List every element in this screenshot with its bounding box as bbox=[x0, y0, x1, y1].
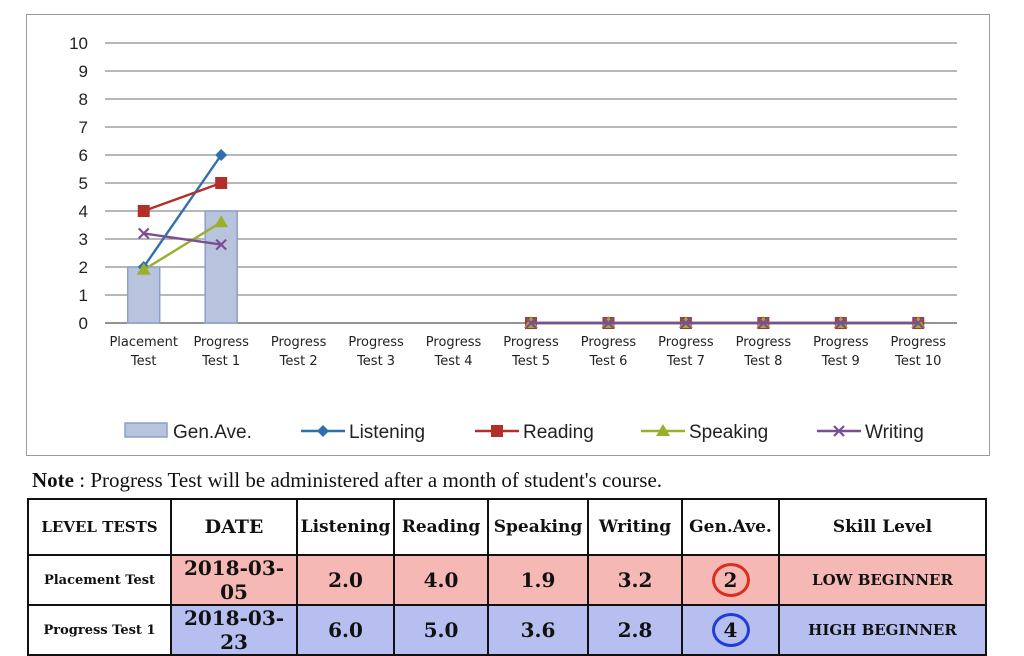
y-tick-label: 10 bbox=[69, 34, 88, 53]
x-tick-label: Progress bbox=[425, 335, 482, 350]
legend-swatch-gen-ave- bbox=[125, 423, 167, 437]
y-tick-label: 6 bbox=[78, 146, 88, 165]
x-tick-label: Placement bbox=[109, 335, 179, 350]
x-tick-label: Test 1 bbox=[202, 354, 241, 369]
row-date: 2018-03-23 bbox=[171, 605, 297, 655]
legend-label-writing: Writing bbox=[865, 422, 924, 443]
header-skill-level: Skill Level bbox=[779, 499, 986, 555]
gen-ave-circle: 2 bbox=[712, 563, 750, 597]
x-tick-label: Progress bbox=[890, 335, 947, 350]
point-reading bbox=[138, 205, 150, 217]
header-reading: Reading bbox=[394, 499, 488, 555]
row-listening: 6.0 bbox=[297, 605, 394, 655]
x-tick-label: Progress bbox=[503, 335, 559, 350]
x-tick-label: Progress bbox=[735, 335, 792, 350]
x-tick-label: Test 8 bbox=[744, 354, 783, 369]
legend-label-listening: Listening bbox=[349, 422, 426, 443]
note-label: Note bbox=[32, 468, 74, 492]
x-tick-label: Test 3 bbox=[357, 354, 396, 369]
y-tick-label: 4 bbox=[78, 202, 88, 221]
x-tick-label: Test 6 bbox=[589, 354, 628, 369]
header-listening: Listening bbox=[297, 499, 394, 555]
x-tick-label: Test 4 bbox=[434, 354, 473, 369]
x-tick-label: Progress bbox=[270, 335, 327, 350]
legend-marker-reading bbox=[491, 425, 503, 437]
row-writing: 3.2 bbox=[588, 555, 682, 605]
y-tick-label: 5 bbox=[78, 174, 88, 193]
header-date: DATE bbox=[171, 499, 297, 555]
header-writing: Writing bbox=[588, 499, 682, 555]
note-text bbox=[32, 468, 662, 493]
row-gen-ave bbox=[682, 555, 779, 605]
row-reading: 4.0 bbox=[394, 555, 488, 605]
row-level: Progress Test 1 bbox=[28, 605, 171, 655]
x-tick-label: Test 2 bbox=[279, 354, 318, 369]
table-row bbox=[28, 555, 986, 605]
y-tick-label: 2 bbox=[78, 258, 88, 277]
x-tick-label: Test bbox=[130, 354, 157, 369]
row-speaking: 1.9 bbox=[488, 555, 588, 605]
y-tick-label: 3 bbox=[78, 230, 88, 249]
score-table bbox=[27, 498, 987, 656]
x-tick-label: Test 5 bbox=[511, 354, 551, 369]
header-level-tests: LEVEL TESTS bbox=[28, 499, 171, 555]
legend-label-reading: Reading bbox=[523, 422, 594, 443]
x-tick-label: Progress bbox=[348, 335, 404, 350]
chart-panel bbox=[26, 14, 990, 456]
x-tick-label: Progress bbox=[658, 335, 714, 350]
progress-chart bbox=[27, 15, 989, 455]
legend-marker-listening bbox=[317, 425, 329, 437]
point-reading bbox=[215, 177, 227, 189]
y-tick-label: 7 bbox=[78, 118, 88, 137]
header-speaking: Speaking bbox=[488, 499, 588, 555]
y-tick-label: 1 bbox=[78, 286, 88, 305]
row-speaking: 3.6 bbox=[488, 605, 588, 655]
legend-label-speaking: Speaking bbox=[689, 422, 769, 443]
y-tick-label: 9 bbox=[78, 62, 88, 81]
gen-ave-circle: 4 bbox=[712, 613, 750, 647]
legend-label-gen-ave-: Gen.Ave. bbox=[173, 422, 252, 443]
x-tick-label: Test 9 bbox=[821, 354, 860, 369]
row-reading: 5.0 bbox=[394, 605, 488, 655]
row-gen-ave bbox=[682, 605, 779, 655]
x-tick-label: Test 7 bbox=[666, 354, 705, 369]
line-reading bbox=[144, 183, 221, 211]
header-gen-ave: Gen.Ave. bbox=[682, 499, 779, 555]
note-body: : Progress Test will be administered after a month of student's course. bbox=[73, 468, 663, 492]
bar-gen-ave bbox=[128, 267, 160, 323]
x-tick-label: Progress bbox=[580, 335, 637, 350]
table-row bbox=[28, 605, 986, 655]
row-writing: 2.8 bbox=[588, 605, 682, 655]
y-tick-label: 8 bbox=[78, 90, 88, 109]
x-tick-label: Progress bbox=[813, 335, 869, 350]
row-listening: 2.0 bbox=[297, 555, 394, 605]
row-date: 2018-03-05 bbox=[171, 555, 297, 605]
y-tick-label: 0 bbox=[78, 314, 88, 333]
row-skill-level: LOW BEGINNER bbox=[779, 555, 986, 605]
x-tick-label: Progress bbox=[193, 335, 249, 350]
x-tick-label: Test 10 bbox=[895, 354, 942, 369]
table-header-row bbox=[28, 499, 986, 555]
row-level: Placement Test bbox=[28, 555, 171, 605]
row-skill-level: HIGH BEGINNER bbox=[779, 605, 986, 655]
